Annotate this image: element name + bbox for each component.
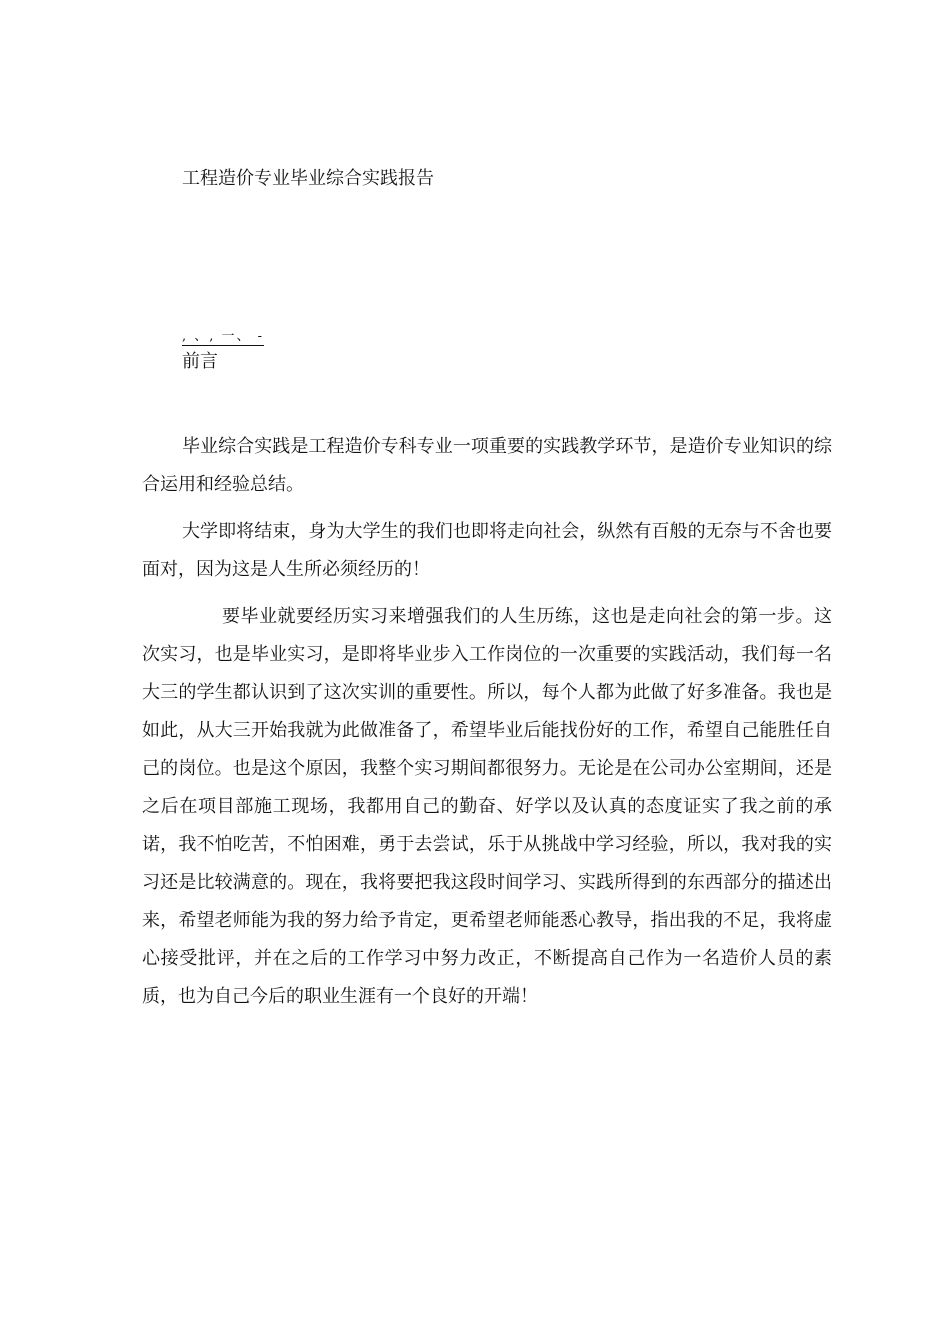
paragraph-1: 毕业综合实践是工程造价专科专业一项重要的实践教学环节，是造价专业知识的综合运用和经验总结。	[142, 436, 832, 495]
body-text	[142, 428, 832, 1016]
document-title: 工程造价专业毕业综合实践报告	[182, 168, 434, 189]
section-number-marker: , 、, 一、 -	[182, 329, 265, 344]
paragraph-2: 大学即将结束，身为大学生的我们也即将走向社会，纵然有百般的无奈与不舍也要面对，因为这是人生所必须经历的！	[142, 521, 832, 580]
section-heading: 前言	[182, 351, 218, 372]
paragraph-3: 要毕业就要经历实习来增强我们的人生历练，这也是走向社会的第一步。这次实习，也是毕业实习，是即将毕业步入工作岗位的一次重要的实践活动，我们每一名大三的学生都认识到了这次实训的重要性。所以，每个人都为此做了好多准备。我也是如此，从大三开始我就为此做准备了，希望毕业后能找份好的工作，希望自己能胜任自己的岗位。也是这个原因，我整个实习期间都很努力。无论是在公司办公室期间，还是之后在项目部施工现场，我都用自己的勤奋、好学以及认真的态度证实了我之前的承诺，我不怕吃苦，不怕困难，勇于去尝试，乐于从挑战中学习经验，所以，我对我的实习还是比较满意的。现在，我将要把我这段时间学习、实践所得到的东西部分的描述出来，希望老师能为我的努力给予肯定，更希望老师能悉心教导，指出我的不足，我将虚心接受批评，并在之后的工作学习中努力改正，不断提高自己作为一名造价人员的素质，也为自己今后的职业生涯有一个良好的开端！	[142, 606, 832, 1007]
